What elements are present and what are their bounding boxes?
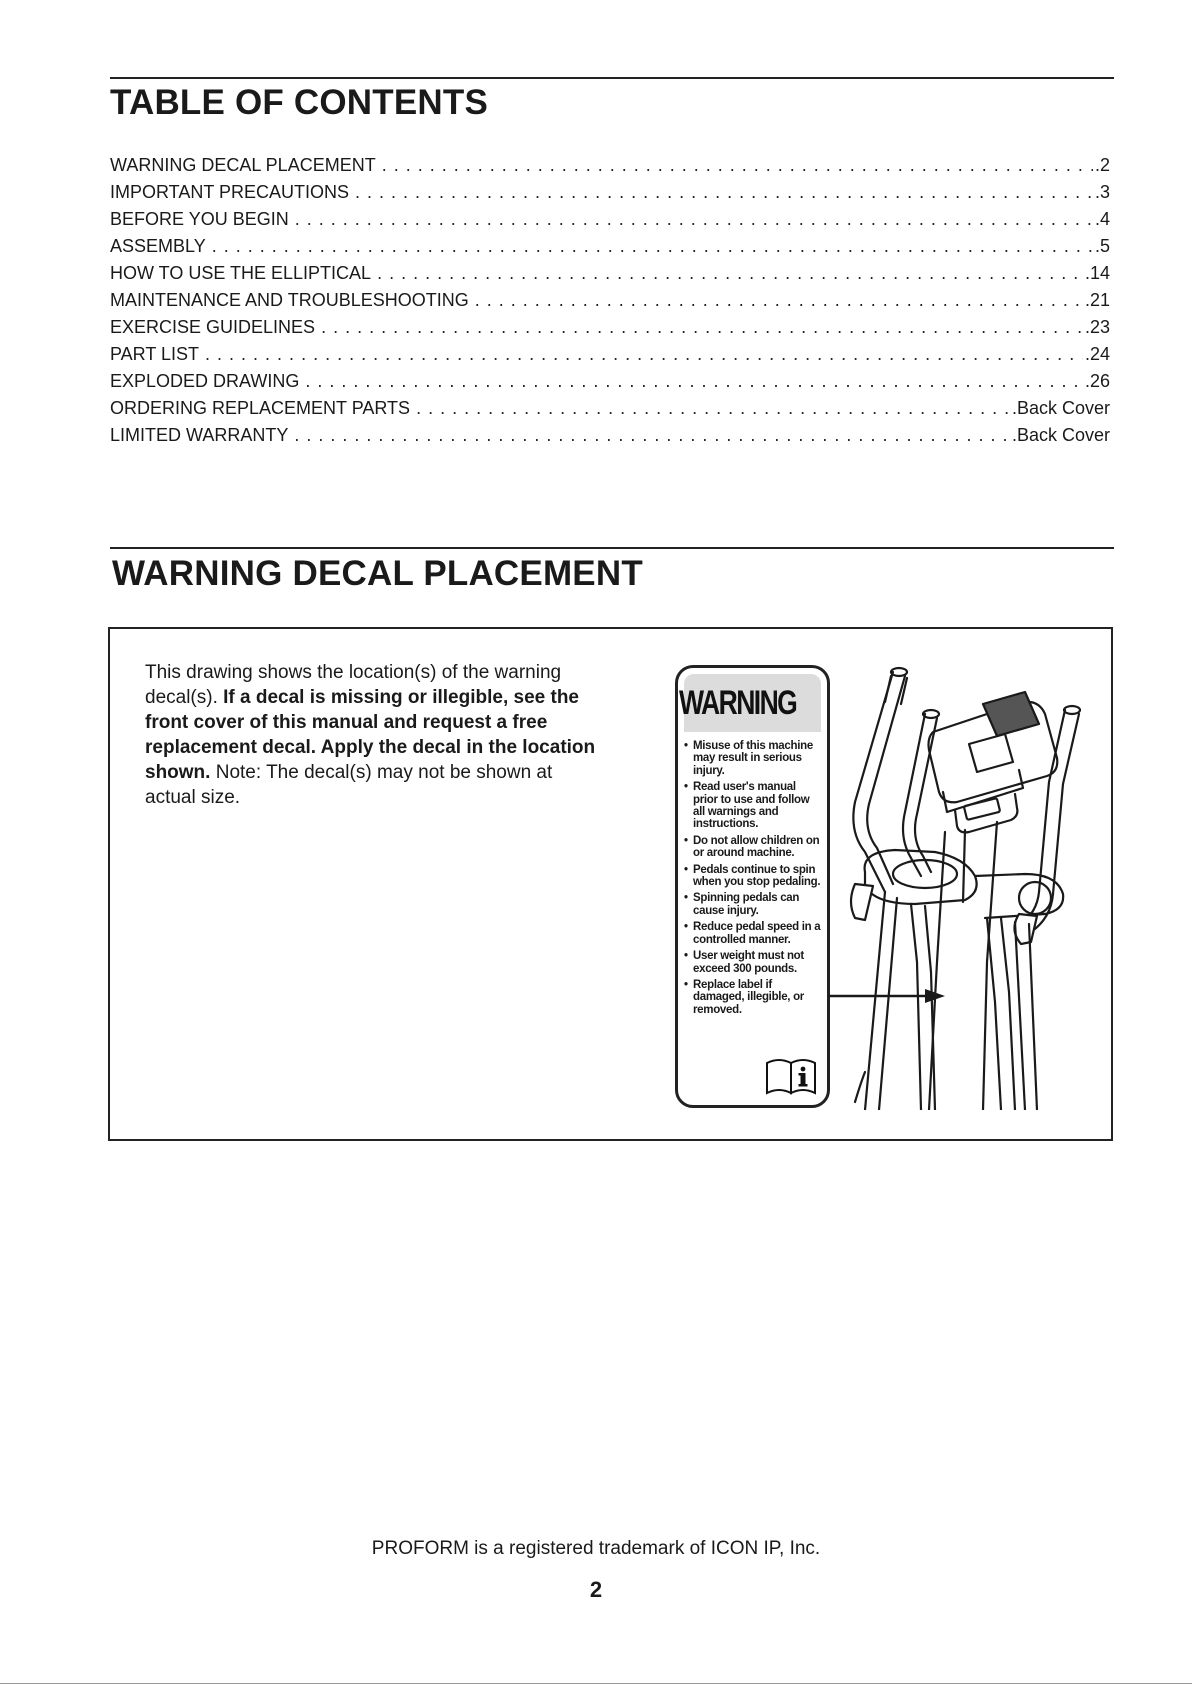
toc-entry-page: .24 <box>1084 344 1110 364</box>
toc-entry-page: .4 <box>1094 209 1110 229</box>
warning-decal-list <box>678 740 827 1016</box>
list-item: • Pedals continue to spin when you stop pedaling. <box>684 864 823 889</box>
toc-leader-dots <box>475 287 1083 314</box>
toc-entry[interactable] <box>110 422 1110 449</box>
warning-decal-header <box>678 674 821 732</box>
toc-leader-dots <box>377 260 1083 287</box>
toc-entry-title: PART LIST <box>110 344 200 364</box>
intro-plain-text: This drawing shows the location(s) of the warning decal(s). <box>145 662 562 708</box>
toc-entry-page: .3 <box>1094 182 1110 202</box>
toc-entry[interactable] <box>110 206 1110 233</box>
toc-entry-title: HOW TO USE THE ELLIPTICAL <box>110 263 372 283</box>
toc-entry-page: .26 <box>1084 371 1110 391</box>
toc-entry-page: .Back Cover <box>1011 425 1110 445</box>
toc-leader-dots <box>355 179 1093 206</box>
list-item: • Do not allow children on or around machine. <box>684 835 823 860</box>
toc-entry-page: .Back Cover <box>1011 398 1110 418</box>
toc-entry[interactable] <box>110 368 1110 395</box>
toc-entry-page: .21 <box>1084 290 1110 310</box>
toc-entry[interactable] <box>110 260 1110 287</box>
intro-note-text: Note: The decal(s) may not be shown at actual size. <box>145 762 553 808</box>
page-number: 2 <box>589 1577 603 1602</box>
toc-leader-dots <box>305 368 1083 395</box>
list-item: • Reduce pedal speed in a controlled manner. <box>684 921 823 946</box>
decal-section-top-rule <box>110 547 1114 549</box>
toc-leader-dots <box>294 422 1010 449</box>
list-item: • Spinning pedals can cause injury. <box>684 892 823 917</box>
toc-entry-title: WARNING DECAL PLACEMENT <box>110 155 376 175</box>
decal-intro-text <box>145 660 605 810</box>
toc-entry-page: .5 <box>1094 236 1110 256</box>
list-item: • Replace label if damaged, illegible, or removed. <box>684 979 823 1016</box>
toc-entry-page: .14 <box>1084 263 1110 283</box>
warning-decal <box>675 665 830 1108</box>
toc-heading: TABLE OF CONTENTS <box>110 83 489 122</box>
toc-top-rule <box>110 77 1114 79</box>
toc-leader-dots <box>212 233 1093 260</box>
toc-entry-title: ORDERING REPLACEMENT PARTS <box>110 398 411 418</box>
trademark-note: PROFORM is a registered trademark of ICON IP, Inc. <box>371 1538 821 1559</box>
toc-entry-page: .23 <box>1084 317 1110 337</box>
toc-leader-dots <box>321 314 1083 341</box>
list-item: • Misuse of this machine may result in serious injury. <box>684 740 823 777</box>
read-manual-icon <box>765 1055 817 1095</box>
list-item: • User weight must not exceed 300 pounds. <box>684 950 823 975</box>
toc-entry-title: MAINTENANCE AND TROUBLESHOOTING <box>110 290 469 310</box>
toc-entry-title: IMPORTANT PRECAUTIONS <box>110 182 350 202</box>
toc-entry[interactable] <box>110 179 1110 206</box>
toc-entry-page: .2 <box>1094 155 1110 175</box>
decal-section-heading: WARNING DECAL PLACEMENT <box>112 554 643 593</box>
toc-entry-title: EXERCISE GUIDELINES <box>110 317 316 337</box>
toc-entry[interactable] <box>110 341 1110 368</box>
toc-entry[interactable] <box>110 395 1110 422</box>
toc-entry-title: LIMITED WARRANTY <box>110 425 289 445</box>
toc-entry-title: ASSEMBLY <box>110 236 206 256</box>
elliptical-machine-drawing <box>825 662 1095 1110</box>
toc-leader-dots <box>382 152 1093 179</box>
toc-entry-title: EXPLODED DRAWING <box>110 371 300 391</box>
toc-entry[interactable] <box>110 287 1110 314</box>
table-of-contents <box>110 152 1110 449</box>
warning-decal-title: WARNING <box>678 683 796 722</box>
toc-leader-dots <box>205 341 1083 368</box>
toc-entry[interactable] <box>110 314 1110 341</box>
toc-entry[interactable] <box>110 152 1110 179</box>
list-item: • Read user's manual prior to use and follow all warnings and instructions. <box>684 781 823 831</box>
toc-leader-dots <box>295 206 1093 233</box>
toc-entry-title: BEFORE YOU BEGIN <box>110 209 289 229</box>
toc-leader-dots <box>416 395 1010 422</box>
page-bottom-edge <box>0 1683 1192 1684</box>
intro-bold-text: If a decal is missing or illegible, see the front cover of this manual and request a free replacement decal. Apply the decal in the location shown. <box>145 687 596 783</box>
toc-entry[interactable] <box>110 233 1110 260</box>
